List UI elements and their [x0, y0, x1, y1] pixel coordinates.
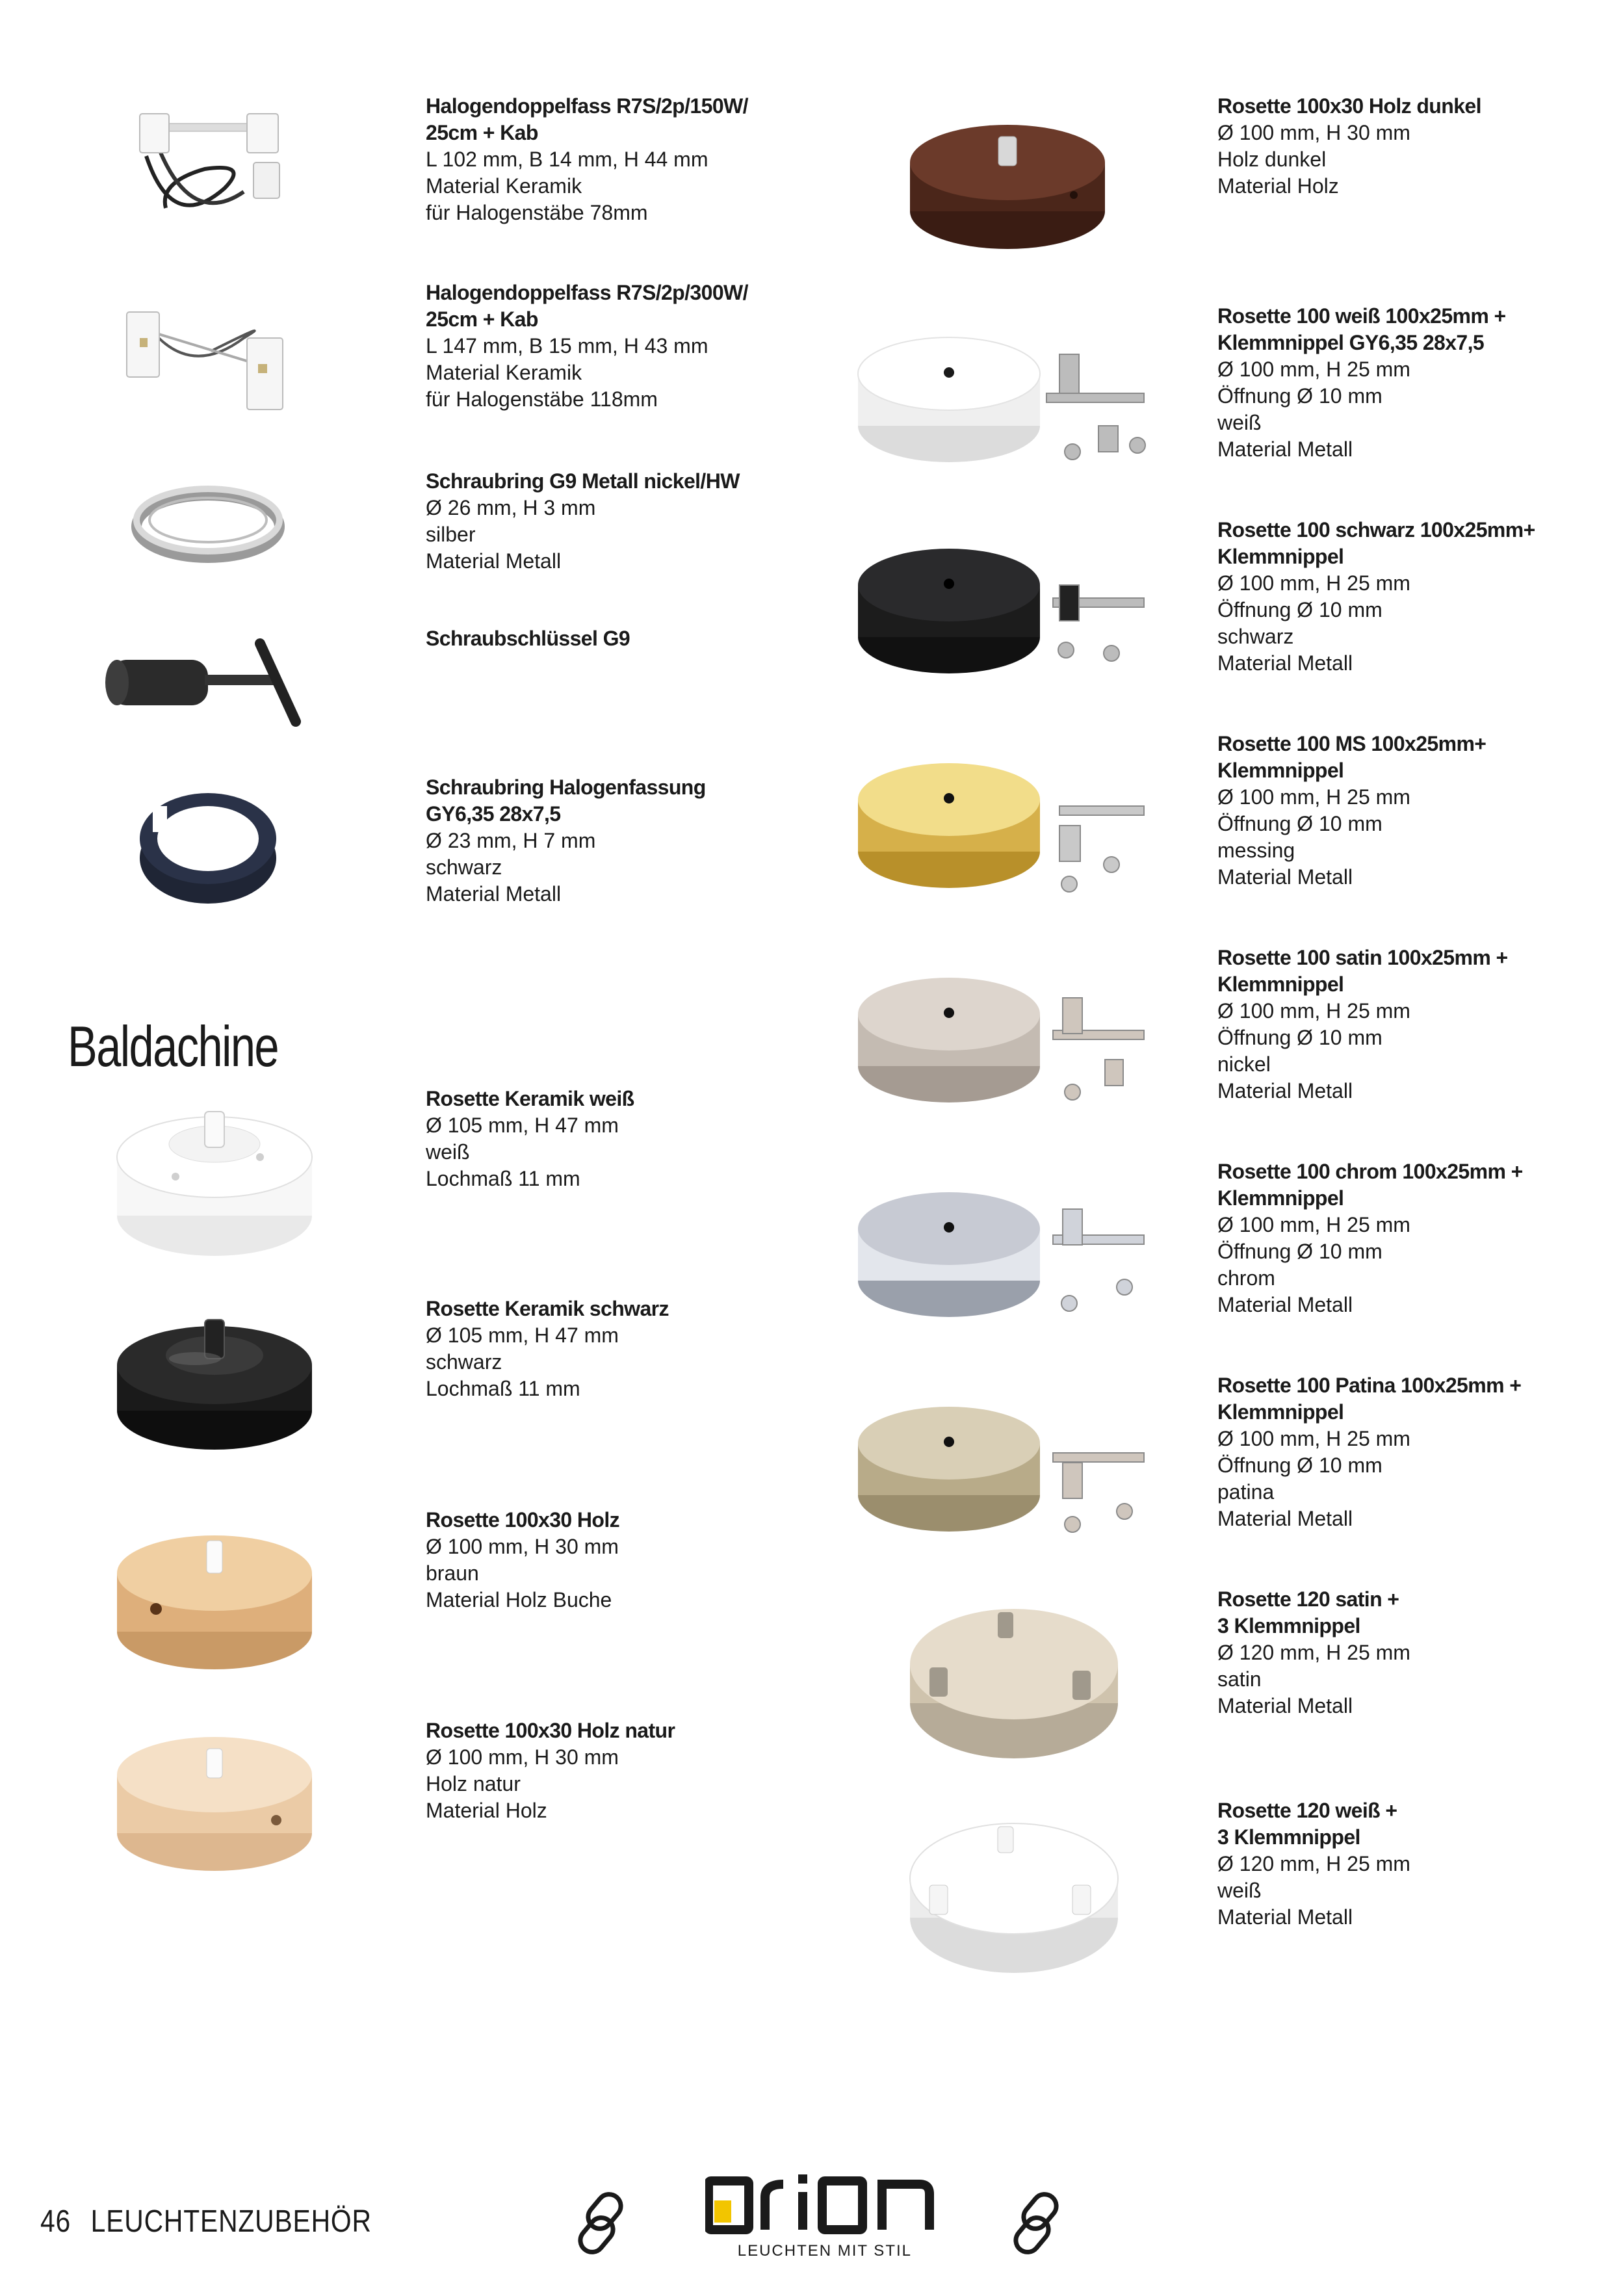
product-spec: Holz dunkel — [1217, 148, 1327, 171]
product-wood-rosette-dark — [1217, 93, 1581, 200]
product-spec: Material Holz Buche — [426, 1588, 612, 1611]
product-spec: Ø 120 mm, H 25 mm — [1217, 1641, 1410, 1664]
product-spec: Holz natur — [426, 1772, 521, 1795]
gy635-screw-ring-photo — [114, 761, 302, 930]
product-title: Klemmnippel — [1217, 972, 1344, 996]
product-title: Klemmnippel — [1217, 759, 1344, 782]
product-spec: satin — [1217, 1667, 1262, 1691]
product-spec: schwarz — [426, 1350, 502, 1374]
product-spec: Öffnung Ø 10 mm — [1217, 1240, 1383, 1263]
product-spec: Material Holz — [426, 1799, 547, 1822]
g9-screw-ring-photo — [110, 455, 305, 585]
product-spec: Öffnung Ø 10 mm — [1217, 598, 1383, 621]
product-title: Rosette 100 chrom 100x25mm + — [1217, 1160, 1523, 1183]
product-spec: Material Metall — [426, 882, 562, 906]
page-section-label: LEUCHTENZUBEHÖR — [90, 2204, 372, 2239]
product-title: Klemmnippel — [1217, 1400, 1344, 1424]
wood-rosette-beech-photo — [97, 1502, 331, 1690]
product-spec: Ø 100 mm, H 25 mm — [1217, 1427, 1410, 1450]
product-spec: Material Holz — [1217, 174, 1339, 198]
product-title: 3 Klemmnippel — [1217, 1614, 1360, 1637]
product-title: Rosette 120 weiß + — [1217, 1799, 1397, 1822]
product-title: GY6,35 28x7,5 — [426, 802, 561, 826]
product-spec: Material Metall — [1217, 1905, 1353, 1929]
product-gy635-screw-ring — [426, 774, 790, 907]
product-spec: braun — [426, 1561, 479, 1585]
product-title: 25cm + Kab — [426, 307, 538, 331]
section-heading: Baldachine — [68, 1013, 279, 1078]
product-ceramic-rosette-white — [426, 1086, 790, 1192]
product-title: Halogendoppelfass R7S/2p/150W/ — [426, 94, 748, 118]
product-spec: Ø 100 mm, H 30 mm — [1217, 121, 1410, 144]
chain-link-icon — [1001, 2187, 1072, 2259]
product-spec: Material Metall — [1217, 1694, 1353, 1717]
product-spec: schwarz — [426, 855, 502, 879]
metal-rosette-satin-photo — [851, 936, 1163, 1131]
product-g9-wrench — [426, 625, 790, 652]
product-spec: nickel — [1217, 1052, 1271, 1076]
product-spec: Lochmaß 11 mm — [426, 1377, 580, 1400]
rosette-120-satin-photo — [877, 1580, 1150, 1775]
product-title: 3 Klemmnippel — [1217, 1825, 1360, 1849]
product-spec: Ø 100 mm, H 25 mm — [1217, 571, 1410, 595]
product-spec: Ø 100 mm, H 25 mm — [1217, 785, 1410, 809]
product-spec: Ø 100 mm, H 30 mm — [426, 1535, 619, 1558]
wood-rosette-natural-photo — [97, 1703, 331, 1892]
product-spec: Material Metall — [1217, 1079, 1353, 1102]
product-spec: Öffnung Ø 10 mm — [1217, 1026, 1383, 1049]
product-spec: Material Metall — [1217, 1507, 1353, 1530]
product-title: Rosette 100x30 Holz — [426, 1508, 620, 1532]
chain-link-icon — [565, 2187, 637, 2259]
product-metal-rosette-black — [1217, 517, 1581, 677]
product-spec: Ø 26 mm, H 3 mm — [426, 496, 596, 519]
product-spec: messing — [1217, 839, 1295, 862]
product-title: Rosette 120 satin + — [1217, 1587, 1399, 1611]
product-spec: weiß — [1217, 411, 1262, 434]
product-spec: Material Metall — [426, 549, 562, 573]
product-spec: Öffnung Ø 10 mm — [1217, 812, 1383, 835]
product-wood-rosette-beech — [426, 1507, 790, 1613]
product-title: Rosette 100x30 Holz dunkel — [1217, 94, 1481, 118]
product-title: Halogendoppelfass R7S/2p/300W/ — [426, 281, 748, 304]
product-title: Schraubring G9 Metall nickel/HW — [426, 469, 740, 493]
product-spec: für Halogenstäbe 118mm — [426, 387, 658, 411]
product-spec: Lochmaß 11 mm — [426, 1167, 580, 1190]
metal-rosette-black-photo — [851, 507, 1163, 702]
product-title: 25cm + Kab — [426, 121, 538, 144]
product-title: Klemmnippel GY6,35 28x7,5 — [1217, 331, 1485, 354]
product-spec: Material Metall — [1217, 1293, 1353, 1316]
product-title: Klemmnippel — [1217, 1186, 1344, 1210]
product-wood-rosette-natural — [426, 1717, 790, 1824]
halogen-socket-150w-photo — [120, 78, 309, 241]
page-footer — [40, 2204, 391, 2239]
product-spec: schwarz — [1217, 625, 1294, 648]
product-metal-rosette-brass — [1217, 731, 1581, 891]
product-rosette-120-white — [1217, 1797, 1581, 1931]
rosette-120-white-photo — [877, 1794, 1150, 1989]
product-spec: chrom — [1217, 1266, 1275, 1290]
product-title: Rosette 100 Patina 100x25mm + — [1217, 1374, 1522, 1397]
product-spec: Öffnung Ø 10 mm — [1217, 384, 1383, 408]
product-title: Rosette 100 MS 100x25mm+ — [1217, 732, 1487, 755]
product-spec: Ø 105 mm, H 47 mm — [426, 1114, 619, 1137]
product-spec: Öffnung Ø 10 mm — [1217, 1454, 1383, 1477]
page-number: 46 — [40, 2204, 71, 2239]
product-halogen-150w — [426, 93, 790, 226]
product-spec: weiß — [1217, 1879, 1262, 1902]
product-halogen-300w — [426, 280, 790, 413]
product-spec: Material Metall — [1217, 865, 1353, 889]
product-spec: Ø 100 mm, H 25 mm — [1217, 999, 1410, 1023]
wood-rosette-dark-photo — [890, 98, 1124, 273]
product-spec: Ø 105 mm, H 47 mm — [426, 1324, 619, 1347]
product-spec: Ø 100 mm, H 25 mm — [1217, 1213, 1410, 1236]
product-title: Rosette Keramik weiß — [426, 1087, 634, 1110]
product-metal-rosette-chrome — [1217, 1158, 1581, 1318]
product-spec: weiß — [426, 1140, 470, 1164]
product-title: Rosette 100 schwarz 100x25mm+ — [1217, 518, 1535, 541]
product-g9-screw-ring — [426, 468, 790, 575]
product-ceramic-rosette-black — [426, 1296, 790, 1402]
product-title: Rosette 100x30 Holz natur — [426, 1719, 675, 1742]
product-spec: Ø 120 mm, H 25 mm — [1217, 1852, 1410, 1875]
product-spec: Material Metall — [1217, 651, 1353, 675]
product-spec: Material Metall — [1217, 437, 1353, 461]
halogen-socket-300w-photo — [114, 267, 309, 442]
product-title: Rosette 100 satin 100x25mm + — [1217, 946, 1508, 969]
metal-rosette-white-photo — [851, 296, 1163, 491]
product-metal-rosette-white — [1217, 303, 1581, 463]
product-metal-rosette-satin — [1217, 945, 1581, 1104]
orion-logo — [705, 2171, 939, 2262]
metal-rosette-chrome-photo — [851, 1151, 1163, 1346]
product-metal-rosette-patina — [1217, 1372, 1581, 1532]
product-spec: patina — [1217, 1480, 1275, 1504]
product-spec: L 102 mm, B 14 mm, H 44 mm — [426, 148, 708, 171]
product-title: Klemmnippel — [1217, 545, 1344, 568]
logo-tagline: LEUCHTEN MIT STIL — [737, 2242, 912, 2260]
product-spec: Material Keramik — [426, 174, 582, 198]
product-spec: Ø 100 mm, H 25 mm — [1217, 358, 1410, 381]
product-spec: silber — [426, 523, 476, 546]
metal-rosette-patina-photo — [851, 1365, 1163, 1560]
g9-wrench-photo — [97, 605, 318, 748]
product-spec: L 147 mm, B 15 mm, H 43 mm — [426, 334, 708, 358]
ceramic-rosette-black-photo — [97, 1294, 331, 1482]
metal-rosette-brass-photo — [851, 722, 1163, 917]
product-title: Rosette Keramik schwarz — [426, 1297, 669, 1320]
product-title: Rosette 100 weiß 100x25mm + — [1217, 304, 1506, 328]
product-spec: Ø 100 mm, H 30 mm — [426, 1745, 619, 1769]
product-spec: Material Keramik — [426, 361, 582, 384]
product-title: Schraubschlüssel G9 — [426, 627, 630, 650]
product-spec: für Halogenstäbe 78mm — [426, 201, 648, 224]
product-rosette-120-satin — [1217, 1586, 1581, 1719]
product-spec: Ø 23 mm, H 7 mm — [426, 829, 596, 852]
ceramic-rosette-white-photo — [97, 1086, 331, 1281]
product-title: Schraubring Halogenfassung — [426, 776, 706, 799]
